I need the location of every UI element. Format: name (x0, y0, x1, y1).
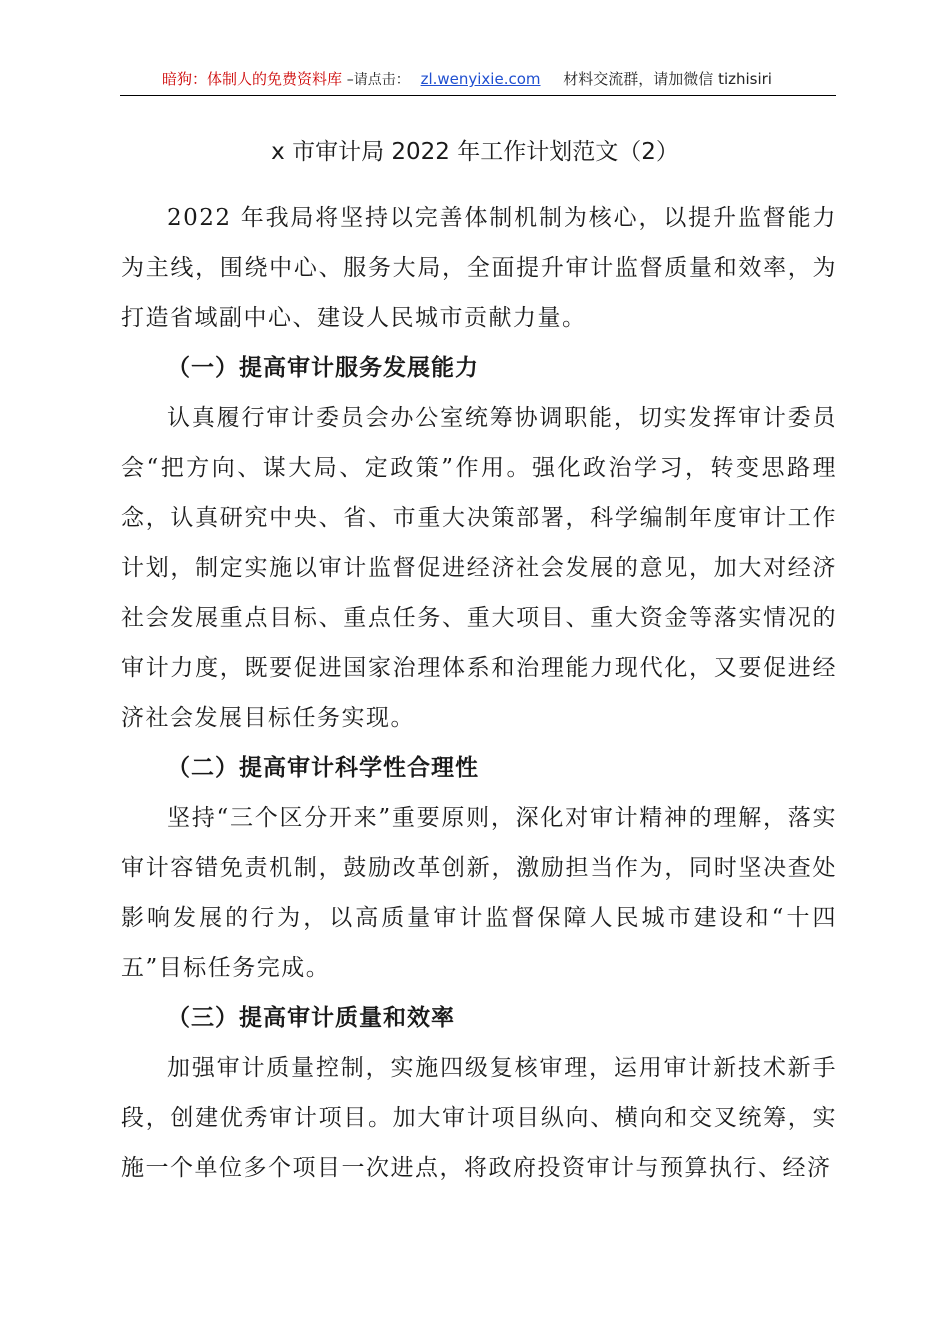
header-prefix: –请点击： (346, 72, 410, 88)
section-heading-3: （三）提高审计质量和效率 (167, 1004, 455, 1031)
page-header (120, 68, 836, 96)
header-note: 材料交流群，请加微信 tizhisiri (563, 70, 772, 88)
section-paragraph-2: 坚持“三个区分开来”重要原则，深化对审计精神的理解，落实审计容错免责机制，鼓励改革创新，激励担当作为，同时坚决查处影响发展的行为，以高质量审计监督保障人民城市建设和“十四五”目标任务完成。 (121, 805, 837, 981)
section-heading-1: （一）提高审计服务发展能力 (167, 354, 479, 381)
header-brand: 暗狗：体制人的免费资料库 (162, 70, 343, 88)
section-paragraph-1: 认真履行审计委员会办公室统筹协调职能，切实发挥审计委员会“把方向、谋大局、定政策”作用。强化政治学习，转变思路理念，认真研究中央、省、市重大决策部署，科学编制年度审计工作计划，制定实施以审计监督促进经济社会发展的意见，加大对经济社会发展重点目标、重点任务、重大项目、重大资金等落实情况的审计力度，既要促进国家治理体系和治理能力现代化，又要促进经济社会发展目标任务实现。 (121, 405, 837, 731)
document-body (121, 193, 837, 1193)
section-heading-2: （二）提高审计科学性合理性 (167, 754, 479, 781)
section-paragraph-3: 加强审计质量控制，实施四级复核审理，运用审计新技术新手段，创建优秀审计项目。加大审计项目纵向、横向和交叉统筹，实施一个单位多个项目一次进点，将政府投资审计与预算执行、经济 (121, 1055, 837, 1181)
header-link[interactable]: zl.wenyixie.com (420, 70, 541, 88)
document-title: x 市审计局 2022 年工作计划范文（2） (271, 139, 679, 165)
intro-paragraph: 2022 年我局将坚持以完善体制机制为核心，以提升监督能力为主线，围绕中心、服务大局，全面提升审计监督质量和效率，为打造省域副中心、建设人民城市贡献力量。 (121, 205, 837, 331)
